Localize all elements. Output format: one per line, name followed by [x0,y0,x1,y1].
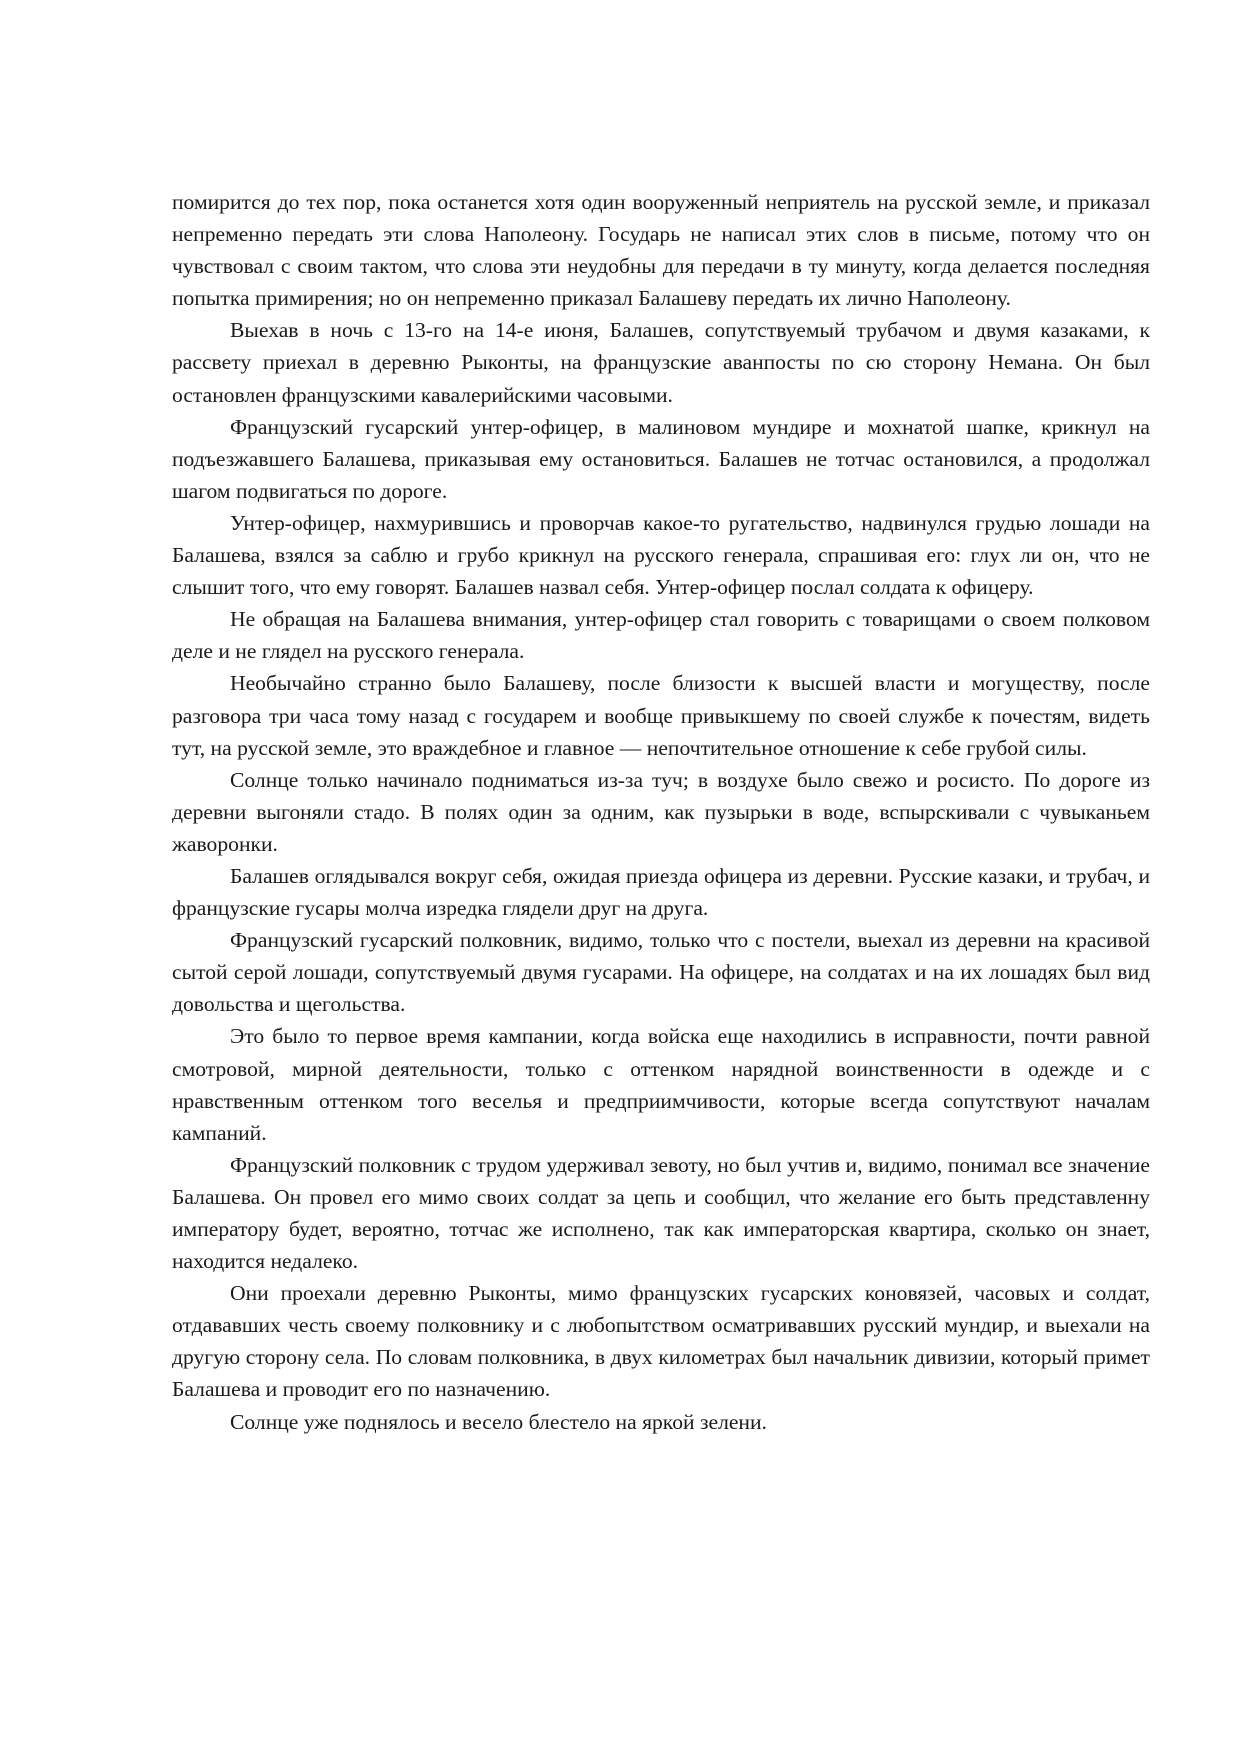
paragraph-10: Это было то первое время кампании, когда войска еще находились в исправности, почти равной смотровой, мирной деятельности, только с оттенком нарядной воинственности в одежде и с нравственным оттенком того веселья и предприимчивости, которые всегда сопутствуют началам кампаний. [172,1024,1150,1145]
paragraph-9: Французский гусарский полковник, видимо, только что с постели, выехал из деревни на красивой сытой серой лошади, сопутствуемый двумя гусарами. На офицере, на солдатах и на их лошадях был вид довольства и щегольства. [172,928,1150,1017]
paragraph-1: помирится до тех пор, пока останется хотя один вооруженный неприятель на русской земле, и приказал непременно передать эти слова Наполеону. Государь не написал этих слов в письме, потому что он чувствовал с своим тактом, что слова эти неудобны для передачи в ту минуту, когда делается последняя попытка примирения; но он непременно приказал Балашеву передать их лично Наполеону. [172,190,1150,311]
paragraph-6: Необычайно странно было Балашеву, после близости к высшей власти и могуществу, после разговора три часа тому назад с государем и вообще привыкшему по своей службе к почестям, видеть тут, на русской земле, это враждебное и главное — непочтительное отношение к себе грубой силы. [172,671,1150,760]
paragraph-2: Выехав в ночь с 13-го на 14-е июня, Балашев, сопутствуемый трубачом и двумя казаками, к рассвету приехал в деревню Рыконты, на французские аванпосты по сю сторону Немана. Он был остановлен французскими кавалерийскими часовыми. [172,318,1150,407]
paragraph-13: Солнце уже поднялось и весело блестело на яркой зелени. [230,1409,767,1434]
paragraph-3: Французский гусарский унтер-офицер, в малиновом мундире и мохнатой шапке, крикнул на подъезжавшего Балашева, приказывая ему остановиться. Балашев не тотчас остановился, а продолжал шагом подвигаться по дороге. [172,414,1150,503]
document-page [172,186,1150,1438]
paragraph-8: Балашев оглядывался вокруг себя, ожидая приезда офицера из деревни. Русские казаки, и трубач, и французские гусары молча изредка глядели друг на друга. [172,863,1150,921]
paragraph-7: Солнце только начинало подниматься из-за туч; в воздухе было свежо и росисто. По дороге из деревни выгоняли стадо. В полях один за одним, как пузырьки в воде, вспырскивали с чувыканьем жаворонки. [172,767,1150,856]
paragraph-11: Французский полковник с трудом удерживал зевоту, но был учтив и, видимо, понимал все значение Балашева. Он провел его мимо своих солдат за цепь и сообщил, что желание его быть представленну императору будет, вероятно, тотчас же исполнено, так как императорская квартира, сколько он знает, находится недалеко. [172,1152,1150,1274]
paragraph-4: Унтер-офицер, нахмурившись и проворчав какое-то ругательство, надвинулся грудью лошади на Балашева, взялся за саблю и грубо крикнул на русского генерала, спрашивая его: глух ли он, что не слышит того, что ему говорят. Балашев назвал себя. Унтер-офицер послал солдата к офицеру. [172,510,1150,600]
paragraph-12: Они проехали деревню Рыконты, мимо французских гусарских коновязей, часовых и солдат, отдававших честь своему полковнику и с любопытством осматривавших русский мундир, и выехали на другую сторону села. По словам полковника, в двух километрах был начальник дивизии, который примет Балашева и проводит его по назначению. [172,1281,1150,1402]
paragraph-5: Не обращая на Балашева внимания, унтер-офицер стал говорить с товарищами о своем полковом деле и не глядел на русского генерала. [172,607,1150,664]
